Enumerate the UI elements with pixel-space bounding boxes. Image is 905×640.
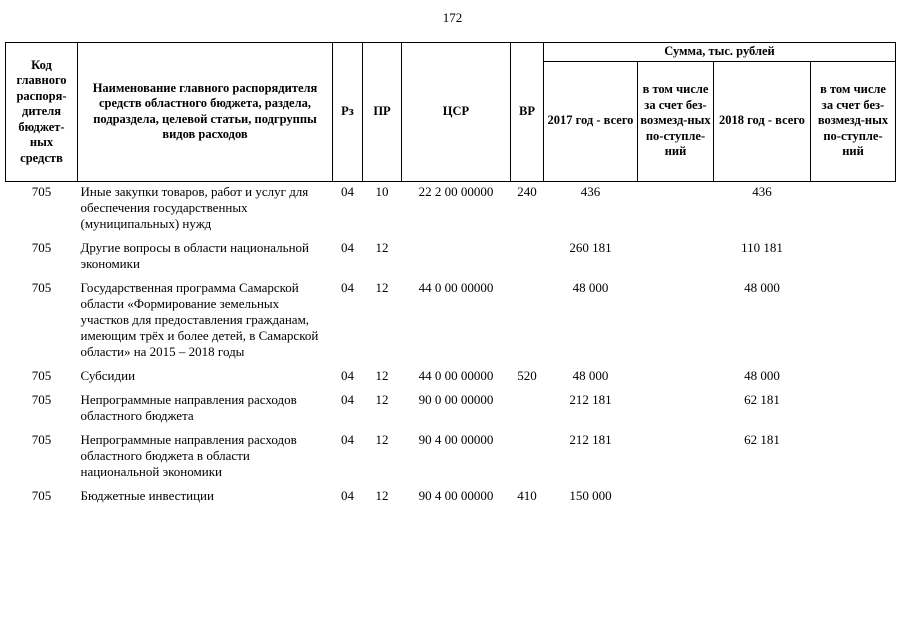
- row-code: 705: [31, 487, 52, 503]
- row-rz: 04: [341, 431, 354, 447]
- row-csr: 44 0 00 00000: [418, 279, 494, 295]
- table-row: [6, 366, 896, 390]
- row-rz: 04: [341, 367, 354, 383]
- row-pr: 12: [375, 279, 389, 295]
- row-2017-free: [638, 430, 714, 486]
- table-body: [6, 181, 896, 510]
- header-rz: Рз: [333, 43, 363, 182]
- row-pr: 12: [375, 367, 389, 383]
- row-pr: 12: [375, 487, 389, 503]
- row-csr: 90 4 00 00000: [418, 487, 494, 503]
- row-2017-total: 150 000: [569, 487, 612, 503]
- row-vr: [511, 430, 544, 486]
- row-2017-total: 212 181: [569, 431, 612, 447]
- row-2018-total: 48 000: [744, 367, 780, 383]
- row-2018-total: 436: [752, 183, 772, 199]
- row-2017-free: [638, 238, 714, 278]
- row-vr: [511, 238, 544, 278]
- header-sum: Сумма, тыс. рублей: [544, 43, 896, 62]
- row-code: 705: [31, 183, 52, 199]
- row-2018-free: [811, 486, 896, 510]
- row-2017-total: 48 000: [572, 367, 609, 383]
- table-row: [6, 181, 896, 238]
- budget-table: [5, 42, 896, 510]
- row-name: Государственная программа Самарской области «Формирование земельных участков для предоставления гражданам, имеющим трёх и более детей, в Самарской области» на 2015 – 2018 годы: [80, 279, 319, 359]
- row-2017-free: [638, 486, 714, 510]
- header-name: Наименование главного распорядителя средств областного бюджета, раздела, подраздела, целевой статьи, подгруппы видов расходов: [78, 43, 333, 182]
- row-rz: 04: [341, 487, 354, 503]
- row-csr: 44 0 00 00000: [418, 367, 494, 383]
- row-2018-total: 62 181: [744, 391, 780, 407]
- row-2018-free: [811, 366, 896, 390]
- header-2018-free: в том числе за счет без-возмезд-ных по-ступле-ний: [811, 61, 896, 181]
- row-pr: 10: [375, 183, 389, 199]
- table-row: [6, 238, 896, 278]
- row-2017-free: [638, 390, 714, 430]
- row-2017-total: 212 181: [569, 391, 612, 407]
- row-code: 705: [31, 431, 52, 447]
- row-code: 705: [31, 391, 52, 407]
- row-2018-total: [714, 486, 811, 510]
- row-rz: 04: [341, 279, 354, 295]
- row-csr: 90 0 00 00000: [418, 391, 494, 407]
- row-vr: [511, 278, 544, 366]
- row-2017-free: [638, 181, 714, 238]
- row-2018-free: [811, 390, 896, 430]
- row-name: Субсидии: [80, 367, 136, 383]
- header-pr: ПР: [363, 43, 402, 182]
- row-2018-total: 110 181: [741, 239, 783, 255]
- row-vr: 520: [517, 367, 537, 383]
- row-2017-total: 436: [580, 183, 601, 199]
- table-row: [6, 390, 896, 430]
- row-2018-free: [811, 238, 896, 278]
- header-code: Код главного распоря-дителя бюджет-ных средств: [6, 43, 78, 182]
- row-vr: [511, 390, 544, 430]
- table-row: [6, 486, 896, 510]
- row-2017-total: 48 000: [572, 279, 609, 295]
- row-2018-total: 48 000: [744, 279, 780, 295]
- row-pr: 12: [375, 391, 389, 407]
- row-name: Непрограммные направления расходов областного бюджета: [80, 391, 297, 423]
- row-csr: 90 4 00 00000: [418, 431, 494, 447]
- row-rz: 04: [341, 391, 354, 407]
- row-2018-total: 62 181: [744, 431, 780, 447]
- table-row: [6, 430, 896, 486]
- row-name: Бюджетные инвестиции: [80, 487, 214, 503]
- row-pr: 12: [375, 239, 389, 255]
- header-csr: ЦСР: [402, 43, 511, 182]
- row-name: Иные закупки товаров, работ и услуг для обеспечения государственных (муниципальных) нужд: [80, 183, 309, 231]
- page-number: 172: [442, 10, 463, 25]
- header-2018-total: 2018 год - всего: [714, 61, 811, 181]
- row-pr: 12: [375, 431, 389, 447]
- row-2018-free: [811, 278, 896, 366]
- row-2017-total: 260 181: [569, 239, 612, 255]
- header-2017-total: 2017 год - всего: [544, 61, 638, 181]
- row-code: 705: [31, 239, 52, 255]
- row-rz: 04: [341, 239, 354, 255]
- row-2017-free: [638, 278, 714, 366]
- row-name: Непрограммные направления расходов областного бюджета в области национальной экономики: [80, 431, 297, 479]
- row-vr: 410: [517, 487, 537, 503]
- row-csr: 22 2 00 00000: [418, 183, 494, 199]
- row-rz: 04: [341, 183, 354, 199]
- header-vr: ВР: [511, 43, 544, 182]
- row-code: 705: [31, 279, 52, 295]
- row-name: Другие вопросы в области национальной экономики: [80, 239, 309, 271]
- row-code: 705: [31, 367, 52, 383]
- row-2018-free: [811, 181, 896, 238]
- row-vr: 240: [517, 183, 537, 199]
- header-2017-free: в том числе за счет без-возмезд-ных по-ступле-ний: [638, 61, 714, 181]
- row-2017-free: [638, 366, 714, 390]
- table-row: [6, 278, 896, 366]
- row-2018-free: [811, 430, 896, 486]
- row-csr: [402, 238, 511, 278]
